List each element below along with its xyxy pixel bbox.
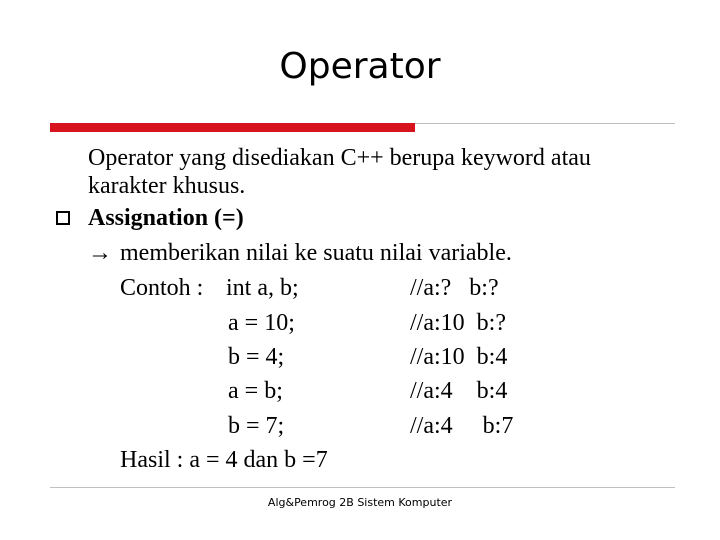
code-line: int a, b; [226,275,299,301]
footer-divider-line [50,487,675,488]
code-line: a = b; [228,378,283,404]
example-label: Contoh : [120,275,204,301]
code-line: b = 4; [228,344,285,370]
code-comment: //a:4 b:4 [410,378,508,404]
result-text: Hasil : a = 4 dan b =7 [120,447,328,473]
bullet-heading: Assignation (=) [88,205,244,231]
slide-title: Operator [279,46,441,87]
footer-text: Alg&Pemrog 2B Sistem Komputer [267,496,453,509]
title-accent-bar [50,123,415,132]
code-comment: //a:10 b:4 [410,344,508,370]
code-comment: //a:10 b:? [410,310,506,336]
code-line: b = 7; [228,413,285,439]
code-comment: //a:4 b:7 [410,413,514,439]
intro-text-line-1: Operator yang disediakan C++ berupa keyword atau [88,145,591,171]
arrow-icon: → [88,240,112,266]
code-line: a = 10; [228,310,295,336]
description-text: memberikan nilai ke suatu nilai variable. [120,240,512,266]
square-bullet-icon [56,211,70,225]
intro-text-line-2: karakter khusus. [88,173,246,199]
code-comment: //a:? b:? [410,275,499,301]
